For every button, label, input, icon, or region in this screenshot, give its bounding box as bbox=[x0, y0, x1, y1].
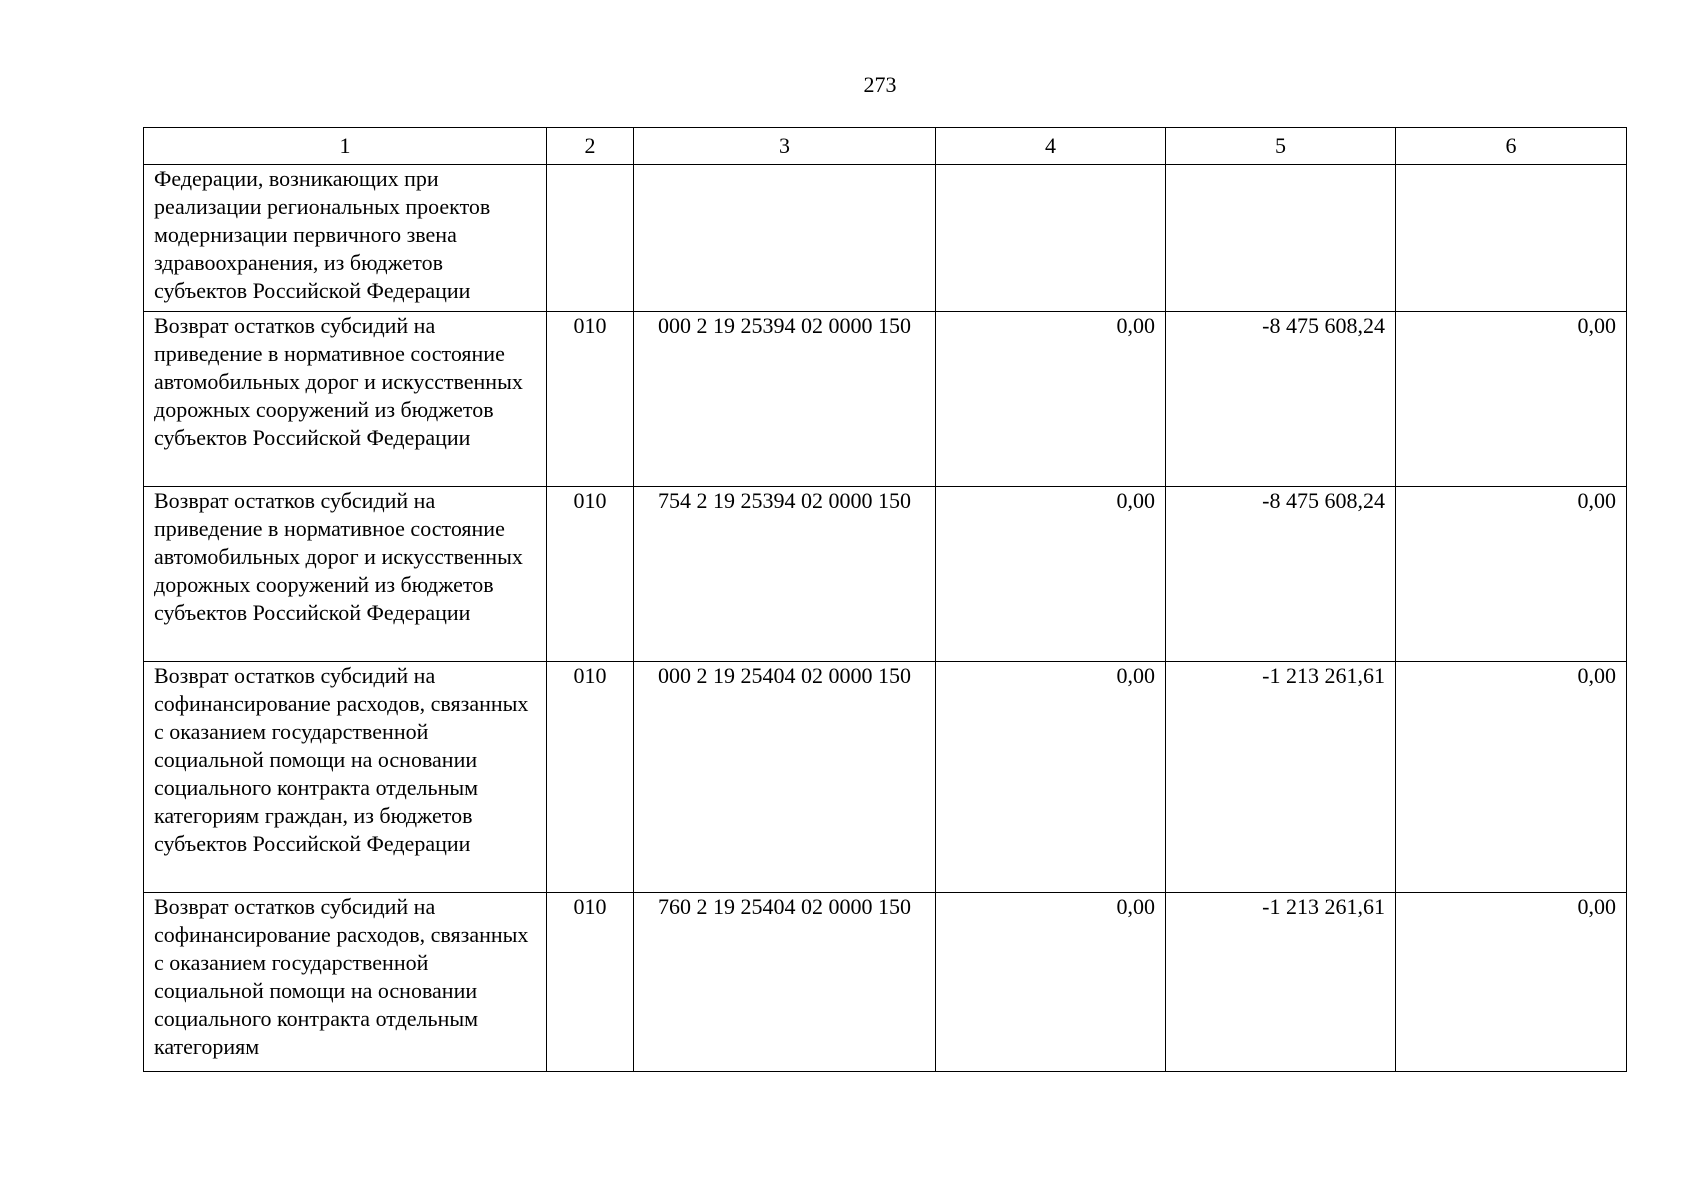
header-col-4: 4 bbox=[936, 128, 1166, 165]
row-col-4: 0,00 bbox=[936, 312, 1166, 487]
row-col-5: -1 213 261,61 bbox=[1166, 662, 1396, 893]
row-kbk: 000 2 19 25404 02 0000 150 bbox=[634, 662, 936, 893]
row-kbk: 000 2 19 25394 02 0000 150 bbox=[634, 312, 936, 487]
row-col-4: 0,00 bbox=[936, 487, 1166, 662]
header-col-2: 2 bbox=[547, 128, 634, 165]
row-col-6: 0,00 bbox=[1396, 312, 1627, 487]
table-row bbox=[144, 487, 1627, 662]
table-row bbox=[144, 662, 1627, 893]
row-code: 010 bbox=[547, 662, 634, 893]
table-row bbox=[144, 893, 1627, 1072]
table-header bbox=[144, 128, 1627, 165]
header-col-1: 1 bbox=[144, 128, 547, 165]
row-col-5: -8 475 608,24 bbox=[1166, 312, 1396, 487]
row-code: 010 bbox=[547, 893, 634, 1072]
row-col-6: 0,00 bbox=[1396, 662, 1627, 893]
table-row bbox=[144, 312, 1627, 487]
row-kbk: 754 2 19 25394 02 0000 150 bbox=[634, 487, 936, 662]
page-number: 273 bbox=[863, 72, 897, 97]
row-col-6: 0,00 bbox=[1396, 487, 1627, 662]
row-col-6: 0,00 bbox=[1396, 893, 1627, 1072]
row-col-4: 0,00 bbox=[936, 893, 1166, 1072]
row-col-6 bbox=[1396, 165, 1627, 312]
header-col-5: 5 bbox=[1166, 128, 1396, 165]
row-col-5 bbox=[1166, 165, 1396, 312]
budget-table bbox=[143, 127, 1627, 1072]
row-code: 010 bbox=[547, 312, 634, 487]
row-code: 010 bbox=[547, 487, 634, 662]
row-col-4: 0,00 bbox=[936, 662, 1166, 893]
row-description: Возврат остатков субсидий на софинансирование расходов, связанных с оказанием государственной социальной помощи на основании социального контракта отдельным категориям bbox=[144, 893, 547, 1072]
row-description: Возврат остатков субсидий на приведение в нормативное состояние автомобильных дорог и искусственных дорожных сооружений из бюджетов субъектов Российской Федерации bbox=[144, 487, 547, 662]
row-col-4 bbox=[936, 165, 1166, 312]
header-col-3: 3 bbox=[634, 128, 936, 165]
row-description: Возврат остатков субсидий на приведение в нормативное состояние автомобильных дорог и искусственных дорожных сооружений из бюджетов субъектов Российской Федерации bbox=[144, 312, 547, 487]
row-col-5: -8 475 608,24 bbox=[1166, 487, 1396, 662]
header-col-6: 6 bbox=[1396, 128, 1627, 165]
row-kbk bbox=[634, 165, 936, 312]
row-description: Федерации, возникающих при реализации региональных проектов модернизации первичного звена здравоохранения, из бюджетов субъектов Российской Федерации bbox=[144, 165, 547, 312]
row-col-5: -1 213 261,61 bbox=[1166, 893, 1396, 1072]
table-row bbox=[144, 165, 1627, 312]
row-code bbox=[547, 165, 634, 312]
row-kbk: 760 2 19 25404 02 0000 150 bbox=[634, 893, 936, 1072]
header-row bbox=[144, 128, 1627, 165]
table-body bbox=[144, 165, 1627, 1072]
row-description: Возврат остатков субсидий на софинансирование расходов, связанных с оказанием государственной социальной помощи на основании социального контракта отдельным категориям граждан, из бюджетов субъектов Российской Федерации bbox=[144, 662, 547, 893]
